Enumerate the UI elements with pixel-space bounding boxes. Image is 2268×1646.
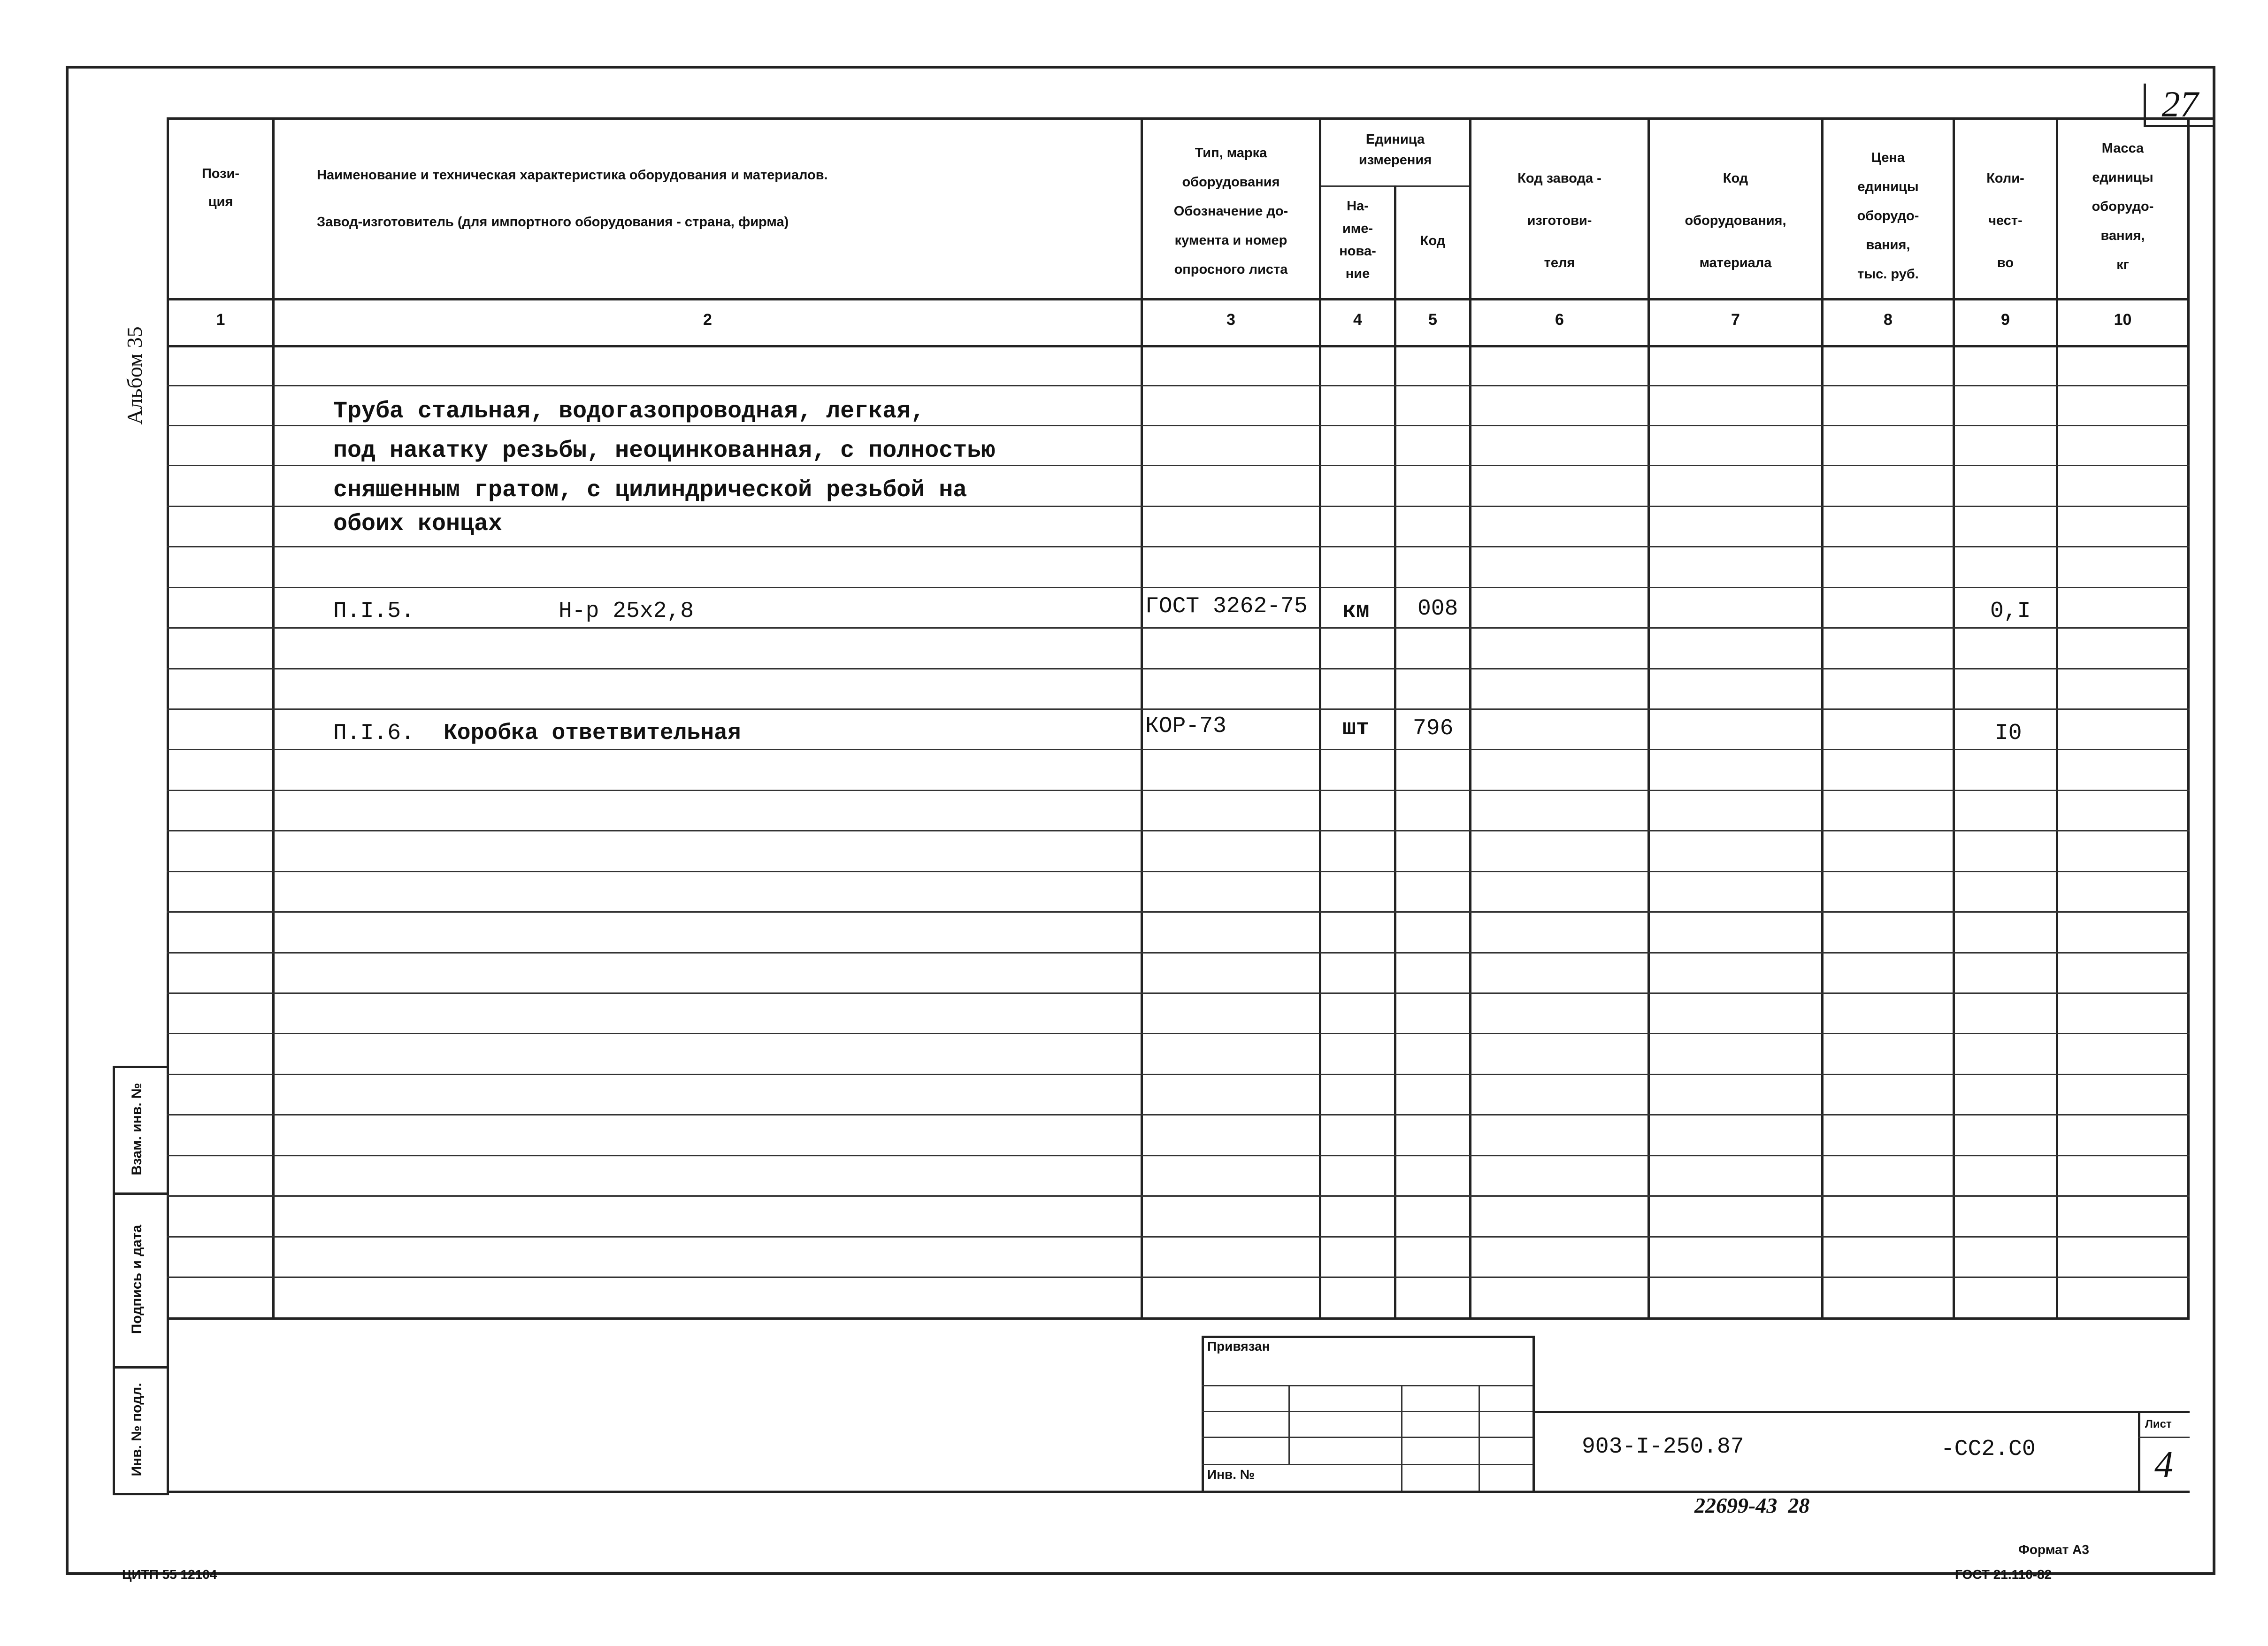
sheet-corner-number: 27 [2144, 84, 2214, 127]
doc-suffix: -СС2.С0 [1941, 1437, 2036, 1462]
stamp-inv-no: Инв. № [1207, 1467, 1255, 1482]
row-unit: км [1342, 599, 1370, 624]
stamp-vzam-inv: Взам. инв. № [129, 1083, 145, 1176]
header-units: Единица измерения [1358, 132, 1432, 168]
description-line: сняшенным гратом, с цилиндрической резьбой на [333, 477, 967, 504]
stamp-podpis-data: Подпись и дата [129, 1224, 145, 1334]
col-number-1: 1 [216, 311, 225, 329]
row-doc: ГОСТ 3262-75 [1145, 594, 1308, 619]
header-name-line1: Наименование и техническая характеристика оборудования и материалов. [317, 168, 828, 183]
col-number-9: 9 [2001, 311, 2010, 329]
row-code: 008 [1418, 596, 1458, 622]
header-type: Тип, марка оборудования Обозначение до- кумента и номер опросного листа [1173, 146, 1288, 277]
row-name: Коробка ответвительная [444, 721, 741, 746]
gost-label: ГОСТ 21.110-82 [1955, 1567, 2052, 1582]
row-unit: шт [1342, 716, 1370, 741]
col-number-3: 3 [1226, 311, 1235, 329]
row-qty: 0,I [1990, 599, 2031, 624]
header-name-line2: Завод-изготовитель (для импортного оборудования - страна, фирма) [317, 215, 789, 230]
row-position: П.I.6. [333, 721, 414, 746]
col-number-5: 5 [1428, 311, 1437, 329]
printer-label: ЦИТП 55 12104 [122, 1567, 217, 1582]
row-name: Н-р 25х2,8 [559, 599, 694, 624]
col-number-8: 8 [1884, 311, 1893, 329]
header-unit-name: На- име- нова- ние [1339, 199, 1376, 281]
handwritten-note: 22699-43 28 [1694, 1493, 1810, 1517]
stamp-privyazan: Привязан [1207, 1339, 1270, 1354]
description-line: обоих концах [333, 511, 503, 538]
header-position: Пози- ция [201, 166, 240, 209]
col-number-10: 10 [2114, 311, 2132, 329]
header-unit-code: Код [1420, 233, 1446, 248]
format-label: Формат А3 [2018, 1542, 2089, 1557]
description-line: Труба стальная, водогазопроводная, легкая, [333, 398, 925, 425]
doc-code: 903-I-250.87 [1582, 1434, 1744, 1460]
header-factory-code: Код завода - изготови- теля [1517, 171, 1601, 270]
col-number-2: 2 [703, 311, 712, 329]
row-position: П.I.5. [333, 599, 414, 624]
album-label: Альбом 35 [123, 326, 146, 425]
col-number-4: 4 [1353, 311, 1362, 329]
col-number-6: 6 [1555, 311, 1564, 329]
row-code: 796 [1413, 716, 1454, 741]
header-price: Цена единицы оборудо- вания, тыс. руб. [1857, 150, 1919, 282]
list-label: Лист [2145, 1418, 2172, 1431]
row-doc: КОР-73 [1145, 714, 1226, 739]
list-number: 4 [2154, 1444, 2173, 1485]
col-number-7: 7 [1731, 311, 1740, 329]
header-mass: Масса единицы оборудо- вания, кг [2092, 141, 2154, 272]
header-equipment-code: Код оборудования, материала [1685, 171, 1786, 270]
description-line: под накатку резьбы, неоцинкованная, с полностью [333, 438, 996, 464]
stamp-inv-podl: Инв. № подл. [129, 1383, 145, 1477]
header-quantity: Коли- чест- во [1986, 171, 2024, 270]
row-qty: I0 [1995, 721, 2022, 746]
